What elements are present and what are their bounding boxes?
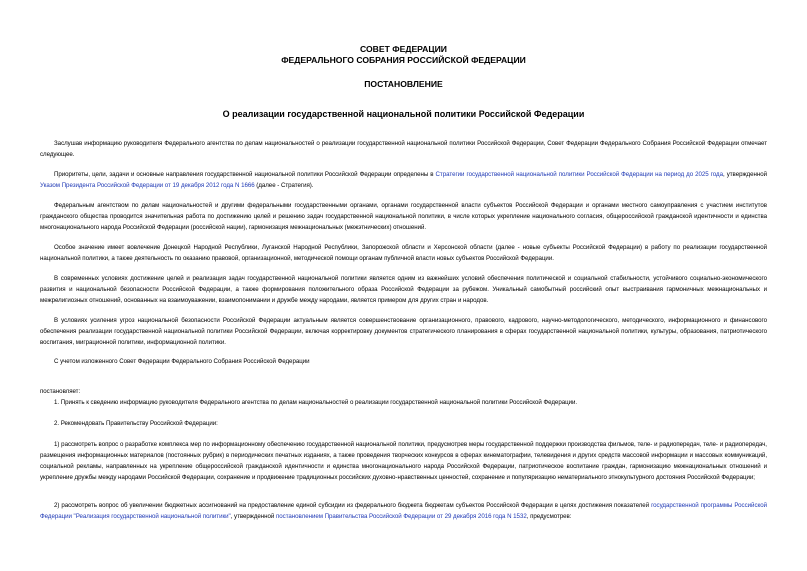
document-type: ПОСТАНОВЛЕНИЕ xyxy=(364,79,443,89)
clause-2-item-2-text-3: , предусмотрев: xyxy=(526,513,572,520)
paragraph-strategy-text-1: Приоритеты, цели, задачи и основные направления государственной национальной политики Российской Федерации определены в xyxy=(54,171,436,178)
clause-2: 2. Рекомендовать Правительству Российской Федерации: xyxy=(54,420,218,427)
paragraph-considering: С учетом изложенного Совет Федерации Федерального Собрания Российской Федерации xyxy=(54,358,310,365)
clause-1: 1. Принять к сведению информацию руководителя Федерального агентства по делам национальностей о реализации государственной национальной политики Российской Федерации. xyxy=(54,399,578,406)
document-title: О реализации государственной национальной политики Российской Федерации xyxy=(222,109,585,119)
paragraph-strategy-text-2: , утвержденной xyxy=(723,171,767,178)
clause-2-item-2-text-2: , утвержденной xyxy=(230,513,276,520)
paragraph-new-subjects: Особое значение имеет вовлечение Донецкой Народной Республики, Луганской Народной Республики, Запорожской области и Херсонской области (далее - новые субъекты Российской Федерации) в работу по реализации государственной национальной политики, а также деятельность по оказанию правовой, организационной, методической помощи органам публичной власти новых субъектов Российской Федерации. xyxy=(40,244,767,262)
clause-2-item-1: 1) рассмотреть вопрос о разработке комплекса мер по информационному обеспечению государственной национальной политики, предусмотрев меры государственной поддержки производства фильмов, теле- и радиопередач, теле- и радиопередач, размещения информационных материалов (постоянных рубрик) в периодических печатных изданиях, а также проведения творческих конкурсов в сферах кинематографии, телевидения и других средств массовой информации и массовых коммуникаций, социальной рекламы, направленных на укрепление общероссийской гражданской идентичности и единства многонационального народа Российской Федерации, патриотическое воспитание граждан, гармонизацию межнациональных отношений и укрепление дружбы между народами Российской Федерации, сохранение и продвижение традиционных российских духовно-нравственных ценностей, сохранение и популяризацию нематериального этнокультурного достояния Российской Федерации; xyxy=(40,441,767,481)
issuer-line-2: ФЕДЕРАЛЬНОГО СОБРАНИЯ РОССИЙСКОЙ ФЕДЕРАЦИИ xyxy=(281,55,526,65)
paragraph-agency-work: Федеральным агентством по делам национальностей и другими федеральными государственными органами, органами государственной власти субъектов Российской Федерации и органами местного самоуправления с участием институтов гражданского общества проводится значительная работа по достижению целей и решению задач государственной национальной политики, в числе которых укрепление национального согласия, общероссийской гражданской идентичности и единства многонационального народа Российской Федерации (российской нации), гармонизация межнациональных (межэтнических) отношений. xyxy=(40,202,767,231)
paragraph-resolves: постановляет: xyxy=(40,388,81,395)
paragraph-security-threats: В условиях усиления угроз национальной безопасности Российской Федерации актуальным является совершенствование организационного, правового, кадрового, научно-методологического, методического, информационного и финансового обеспечения реализации государственной национальной политики Российской Федерации, включая корректировку документов стратегического планирования в сферах государственной национальной политики, культуры, образования, патриотического воспитания, миграционной политики, информационной политики. xyxy=(40,317,767,346)
paragraph-intro: Заслушав информацию руководителя Федерального агентства по делам национальностей о реализации государственной национальной политики Российской Федерации, Совет Федерации Федерального Собрания Российской Федерации отмечает следующее. xyxy=(40,140,767,158)
strategy-link[interactable]: Стратегии государственной национальной политики Российской Федерации на период до 2025 года xyxy=(435,171,723,178)
presidential-decree-link[interactable]: Указом Президента Российской Федерации от 19 декабря 2012 года N 1666 xyxy=(40,182,255,189)
state-program-link[interactable]: государственной программы Российской Федерации "Реализация государственной национальной политики" xyxy=(40,502,767,520)
government-resolution-link[interactable]: постановлением Правительства Российской Федерации от 29 декабря 2016 года N 1532 xyxy=(275,513,527,520)
paragraph-strategy-text-3: (далее - Стратегия). xyxy=(254,182,314,189)
clause-2-item-2 xyxy=(40,500,767,522)
issuer-line-1: СОВЕТ ФЕДЕРАЦИИ xyxy=(360,44,447,54)
clause-2-item-2-text-1: 2) рассмотреть вопрос об увеличении бюджетных ассигнований на предоставление единой субсидии из федерального бюджета бюджетам субъектов Российской Федерации в целях достижения показателей xyxy=(54,502,652,509)
paragraph-strategy xyxy=(40,169,767,191)
paragraph-modern-conditions: В современных условиях достижение целей и реализация задач государственной национальной политики является одним из важнейших условий обеспечения политической и социальной стабильности, устойчивого социально-экономического развития и национальной безопасности Российской Федерации, а также формирования положительного образа Российской Федерации за рубежом. Уникальный самобытный российский опыт выстраивания гармоничных межнациональных и межрелигиозных отношений, основанных на взаимоуважении, взаимопонимании и дружбе между народами, является примером для других стран и народов. xyxy=(40,275,767,304)
